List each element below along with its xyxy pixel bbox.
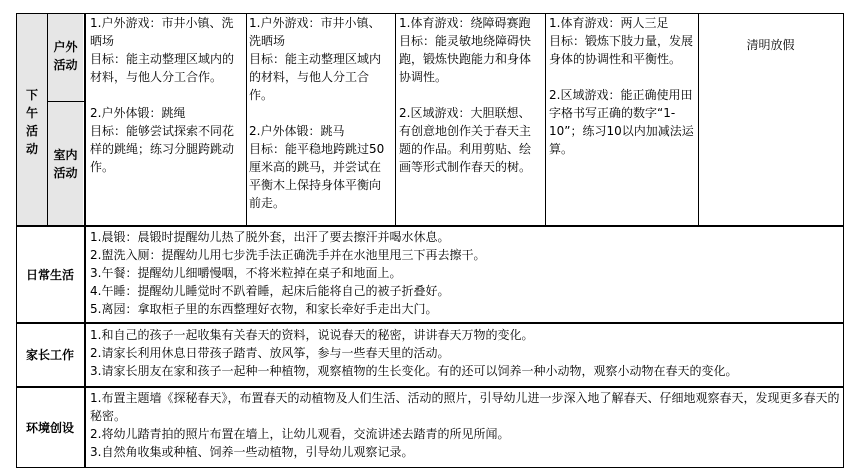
day-1-line-4: 目标：能够尝试探索不同花样的跳绳；练习分腿跨跳动作。 (90, 124, 235, 174)
environment-label: 环境创设 (25, 420, 74, 435)
day-3-cell (396, 14, 544, 225)
outdoor-indoor-divider (48, 101, 84, 102)
day-2-line-3: 2.户外体锻：跳马 (249, 124, 345, 138)
day-3-line-3: 2.区域游戏：大胆联想、有创意地创作关于春天主题的作品。利用剪贴、绘画等形式制作春天的树。 (399, 106, 532, 174)
daily-item-4: 4.午睡：提醒幼儿睡觉时不趴着睡，起床后能将自己的被子折叠好。 (90, 284, 450, 298)
day-3-line-2: 目标：能灵敏地绕障碍快跑，锻炼快跑能力和身体协调性。 (399, 34, 532, 84)
environment-cell (87, 389, 843, 467)
day-2-line-4: 目标：能平稳地跨跳过50厘米高的跳马，并尝试在平衡木上保持身体平衡向前走。 (249, 142, 385, 210)
parents-item-2: 2.请家长利用休息日带孩子踏青、放风筝，参与一些春天里的活动。 (90, 346, 450, 360)
day-4-line-2: 目标：锻炼下肢力量，发展身体的协调性和平衡性。 (549, 34, 694, 66)
day-2-line-1: 1.户外游戏：市井小镇、洗晒场 (249, 16, 381, 48)
daily-life-label: 日常生活 (25, 268, 74, 282)
daily-bottom-border (16, 322, 844, 324)
col-divider-4 (698, 13, 699, 226)
daily-item-2: 2.盥洗入厕：提醒幼儿用七步洗手法正确洗手并在水池里甩三下再去擦干。 (90, 248, 486, 262)
col-divider-2 (395, 13, 396, 226)
daily-item-5: 5.离园：拿取柜子里的东西整理好衣物，和家长牵好手走出大门。 (90, 302, 438, 316)
day-2-cell (246, 14, 394, 225)
daily-life-cell (87, 228, 843, 322)
day-1-cell (87, 14, 247, 225)
parents-work-label: 家长工作 (25, 348, 74, 362)
day-1-line-3: 2.户外体锻：跳绳 (90, 106, 186, 120)
environment-item-1: 1.布置主题墙《探秘春天》，布置春天的动植物及人们生活、活动的照片，引导幼儿进一步深入地了解春天、仔细地观察春天，发现更多春天的秘密。 (90, 391, 840, 423)
bottom-border (16, 467, 844, 468)
left-border (16, 13, 17, 468)
holiday-cell (698, 14, 843, 54)
parents-bottom-border (16, 386, 844, 388)
afternoon-bottom-border (16, 225, 844, 227)
parents-work-cell (87, 326, 843, 386)
daily-item-1: 1.晨锻：晨锻时提醒幼儿热了脱外套，出汗了要去擦汗并喝水休息。 (90, 230, 450, 244)
outdoor-activity-label: 户外活动 (53, 40, 78, 72)
parents-item-3: 3.请家长朋友在家和孩子一起种一种植物，观察植物的生长变化。有的还可以饲养一种小动物，观察小动物在春天的变化。 (90, 364, 738, 378)
top-border (16, 13, 844, 14)
right-border (843, 13, 844, 468)
day-4-line-3: 2.区域游戏：能正确使用田字格书写正确的数字“1-10”；练习10以内加减法运算。 (549, 88, 694, 156)
afternoon-section-label: 下午活动 (25, 88, 38, 156)
day-1-line-2: 目标：能主动整理区域内的材料，与他人分工合作。 (90, 52, 235, 84)
day-2-line-2: 目标：能主动整理区域内的材料，与他人分工合作。 (249, 52, 382, 102)
indoor-activity-label: 室内活动 (53, 148, 78, 180)
parents-item-1: 1.和自己的孩子一起收集有关春天的资料，说说春天的秘密，讲讲春天万物的变化。 (90, 328, 534, 342)
daily-item-3: 3.午餐：提醒幼儿细嚼慢咽，不将米粒掉在桌子和地面上。 (90, 266, 402, 280)
environment-item-3: 3.自然角收集或种植、饲养一些动植物，引导幼儿观察记录。 (90, 445, 414, 459)
environment-item-2: 2.将幼儿踏青拍的照片布置在墙上，让幼儿观看，交流讲述去踏青的所见所闻。 (90, 427, 510, 441)
afternoon-inner-divider (47, 13, 48, 226)
label-column-divider (84, 13, 86, 468)
col-divider-3 (545, 13, 546, 226)
day-4-line-1: 1.体育游戏：两人三足 (549, 16, 669, 30)
day-4-cell (546, 14, 698, 225)
holiday-text: 清明放假 (746, 38, 795, 52)
day-1-line-1: 1.户外游戏：市井小镇、洗晒场 (90, 16, 234, 48)
day-3-line-1: 1.体育游戏：绕障碍赛跑 (399, 16, 531, 30)
col-divider-1 (246, 13, 247, 226)
